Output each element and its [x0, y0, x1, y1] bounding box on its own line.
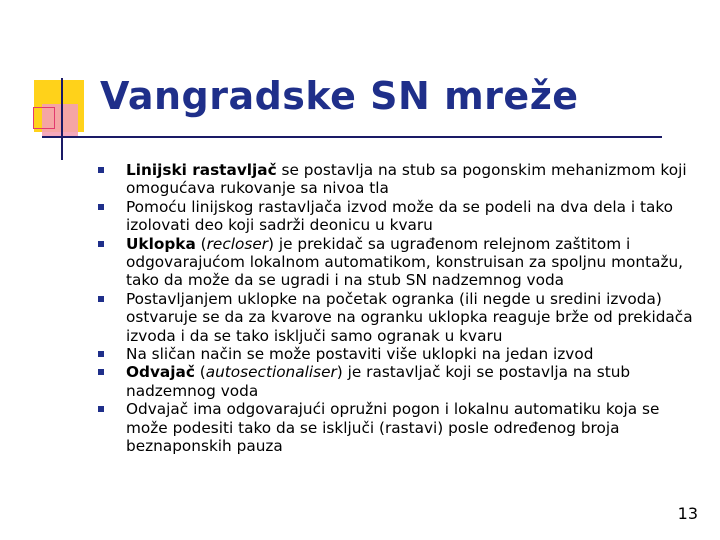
square-bullet-icon — [98, 406, 104, 412]
bullet-item — [90, 235, 705, 290]
square-bullet-icon — [98, 241, 104, 247]
bullet-text: Odvajač ima odgovarajući opružni pogon i lokalnu automatiku koja se može podesiti tako da se isključi (rastavi) posle određenog broja beznaponskih pauza — [126, 400, 660, 456]
bullet-item — [90, 363, 705, 400]
slide-title: Vangradske SN mreže — [100, 74, 579, 118]
bullet-item — [90, 290, 705, 345]
square-bullet-icon — [98, 167, 104, 173]
square-bullet-icon — [98, 351, 104, 357]
bullet-paren: ( — [194, 363, 206, 382]
square-bullet-icon — [98, 369, 104, 375]
bullet-text: Postavljanjem uklopke na početak ogranka (ili negde u sredini izvoda) ostvaruje se da za kvarove na ogranku uklopka reaguje brže od prekidača izvoda i da se tako isključi samo ogranak u kvaru — [126, 289, 693, 345]
bullet-item — [90, 400, 705, 455]
bullet-text: ) je rastavljač koji se postavlja na stub nadzemnog voda — [126, 363, 631, 400]
bullet-term: recloser — [206, 234, 269, 253]
bullet-item — [90, 198, 705, 235]
bullet-text: ) je prekidač sa ugrađenom relejnom zaštitom i odgovarajućom lokalnom automatikom, konstruisan za spoljnu montažu, tako da može da se ugradi i na stub SN nadzemnog voda — [126, 234, 684, 290]
square-bullet-icon — [98, 204, 104, 210]
bullet-item — [90, 345, 705, 363]
bullet-term: autosectionaliser — [205, 363, 337, 382]
title-ornament-outline-square — [33, 107, 55, 129]
bullet-item — [90, 161, 705, 198]
title-underline — [42, 136, 662, 138]
bullet-paren: ( — [195, 234, 207, 253]
bullet-text: Pomoću linijskog rastavljača izvod može da se podeli na dva dela i tako izolovati deo koji sadrži deonicu u kvaru — [126, 197, 674, 235]
bullet-list — [90, 161, 705, 456]
bullet-lead: Uklopka — [126, 234, 196, 253]
bullet-text: se postavlja na stub sa pogonskim mehanizmom koji omogućava rukovanje sa nivoa tla — [126, 161, 687, 198]
bullet-text: Na sličan način se može postaviti više uklopki na jedan izvod — [126, 345, 594, 364]
bullet-lead: Linijski rastavljač — [126, 161, 277, 179]
square-bullet-icon — [98, 296, 104, 302]
bullet-lead: Odvajač — [126, 363, 195, 382]
title-ornament-vertical-line — [61, 78, 63, 160]
page-number: 13 — [677, 504, 698, 523]
